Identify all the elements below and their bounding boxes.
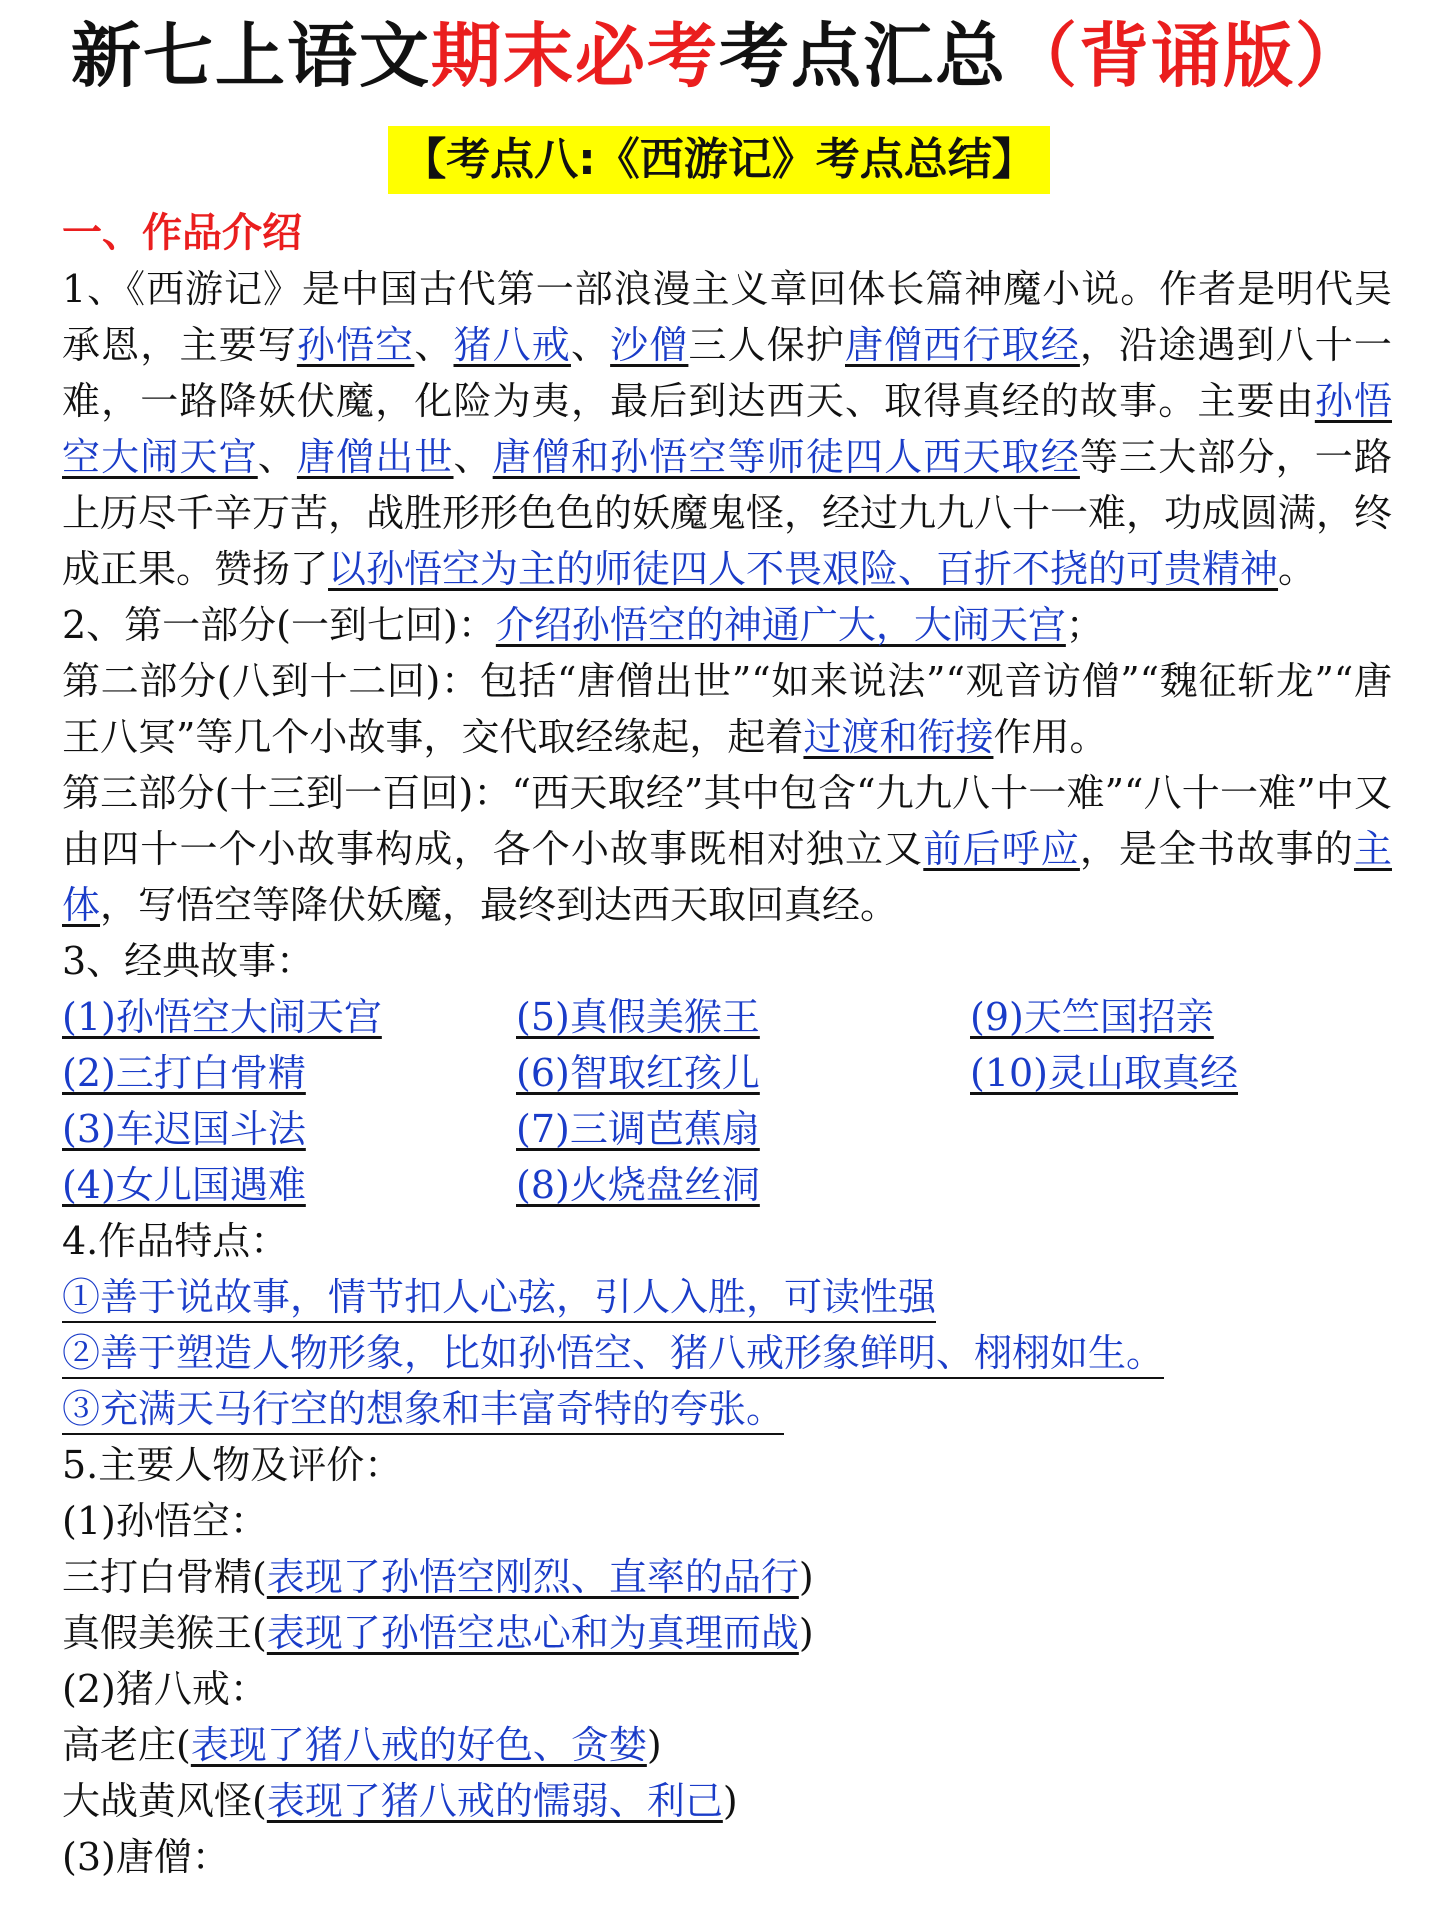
character-zhubajie: (2)猪八戒： [62, 1667, 268, 1711]
story-item [62, 1045, 516, 1101]
feature-item [62, 1381, 1392, 1437]
underlined-term: 孙悟空大闹天宫 [62, 379, 1392, 479]
feature-text: ①善于说故事，情节扣人心弦，引人入胜，可读性强 [62, 1275, 936, 1323]
stories-grid [62, 989, 1392, 1213]
episode-comment: 表现了猪八戒的懦弱、利己 [266, 1779, 723, 1823]
title-part-1: 新七上语文 [71, 15, 431, 97]
character-episode [62, 1717, 1392, 1773]
underlined-term: 过渡和衔接 [803, 715, 994, 759]
story-item-empty [970, 1157, 1392, 1213]
underlined-term: 沙僧 [610, 323, 689, 367]
text-run: ，是全书故事的 [1079, 827, 1354, 871]
story-label: (10)灵山取真经 [970, 1051, 1239, 1095]
feature-item [62, 1325, 1392, 1381]
text-run: 作用。 [993, 715, 1108, 759]
part-one-paragraph [62, 597, 1392, 653]
story-item [516, 989, 970, 1045]
character-episode [62, 1549, 1392, 1605]
text-run: ，写悟空等降伏妖魔，最终到达西天取回真经。 [100, 883, 899, 927]
page-title [0, 6, 1438, 106]
text-run: 三人保护 [688, 323, 845, 367]
episode-title: 大战黄风怪( [62, 1779, 267, 1823]
paren-close: ) [722, 1779, 738, 1823]
underlined-term: 唐僧出世 [296, 435, 454, 479]
text-run: ，沿途遇到八十一难，一路降妖伏魔，化险为夷，最后到达西天、取得真经的故事。主要由 [62, 323, 1392, 423]
episode-title: 真假美猴王( [62, 1611, 267, 1655]
text-run: 第二部分(八到十二回)：包括“唐僧出世”“如来说法”“观音访僧”“魏征斩龙”“唐王八冥”等几个小故事，交代取经缘起，起着 [62, 659, 1392, 759]
story-label: (6)智取红孩儿 [516, 1051, 760, 1095]
text-run: 。 [1278, 547, 1317, 591]
story-item [970, 1045, 1392, 1101]
underlined-term: 前后呼应 [923, 827, 1080, 871]
text-run: 1、《西游记》是中国古代第一部浪漫主义章回体长篇神魔小说。作者是明代吴承恩，主要写 [62, 267, 1392, 367]
text-run: 、 [257, 435, 297, 479]
story-item [516, 1101, 970, 1157]
text-run: ； [1065, 603, 1104, 647]
feature-text: ②善于塑造人物形象，比如孙悟空、猪八戒形象鲜明、栩栩如生。 [62, 1331, 1164, 1379]
document-body [62, 205, 1392, 1885]
episode-comment: 表现了猪八戒的好色、贪婪 [190, 1723, 647, 1767]
underlined-term: 以孙悟空为主的师徒四人不畏艰险、百折不挠的可贵精神 [328, 547, 1279, 591]
text-run: 2、第一部分(一到七回)： [62, 603, 496, 647]
features-heading: 4.作品特点： [62, 1219, 289, 1263]
characters-heading: 5.主要人物及评价： [62, 1443, 403, 1487]
character-sunwukong: (1)孙悟空： [62, 1499, 268, 1543]
episode-comment: 表现了孙悟空忠心和为真理而战 [266, 1611, 799, 1655]
episode-comment: 表现了孙悟空刚烈、直率的品行 [266, 1555, 799, 1599]
story-label: (7)三调芭蕉扇 [516, 1107, 760, 1151]
character-episode [62, 1773, 1392, 1829]
stories-heading: 3、经典故事： [62, 939, 315, 983]
story-label: (1)孙悟空大闹天宫 [62, 995, 382, 1039]
text-run: 等三大部分，一路上历尽千辛万苦，战胜形形色色的妖魔鬼怪，经过九九八十一难，功成圆满，终成正果。赞扬了 [62, 435, 1393, 591]
feature-item [62, 1269, 1392, 1325]
paren-close: ) [798, 1555, 814, 1599]
story-label: (3)车迟国斗法 [62, 1107, 306, 1151]
story-label: (9)天竺国招亲 [970, 995, 1214, 1039]
story-label: (2)三打白骨精 [62, 1051, 306, 1095]
story-label: (5)真假美猴王 [516, 995, 760, 1039]
story-label: (8)火烧盘丝洞 [516, 1163, 760, 1207]
character-tangseng: (3)唐僧： [62, 1835, 230, 1879]
text-run: 、 [453, 435, 493, 479]
text-run: 、 [570, 323, 611, 367]
text-run: 、 [414, 323, 454, 367]
story-item [516, 1157, 970, 1213]
story-item [970, 989, 1392, 1045]
part-two-paragraph [62, 653, 1392, 765]
section-heading: 一、作品介绍 [62, 210, 302, 256]
underlined-term: 唐僧西行取经 [845, 323, 1080, 367]
underlined-term: 主体 [62, 827, 1392, 927]
title-part-2: 期末必考 [431, 15, 719, 97]
title-part-3: 考点汇总 [719, 15, 1007, 97]
title-part-4: （背诵版） [1007, 15, 1367, 97]
story-item-empty [970, 1101, 1392, 1157]
underlined-term: 唐僧和孙悟空等师徒四人西天取经 [492, 435, 1080, 479]
paren-close: ) [646, 1723, 662, 1767]
underlined-term: 孙悟空 [296, 323, 415, 367]
episode-title: 三打白骨精( [62, 1555, 267, 1599]
underlined-term: 介绍孙悟空的神通广大，大闹天宫 [495, 603, 1066, 647]
paren-close: ) [798, 1611, 814, 1655]
subtitle-wrapper [0, 126, 1438, 194]
part-three-paragraph [62, 765, 1392, 933]
text-run: 第三部分(十三到一百回)：“西天取经”其中包含“九九八十一难”“八十一难”中又由四十一个小故事构成，各个小故事既相对独立又 [62, 771, 1392, 871]
intro-paragraph [62, 261, 1392, 597]
underlined-term: 猪八戒 [453, 323, 571, 367]
subtitle-highlight: 【考点八:《西游记》考点总结】 [388, 126, 1050, 194]
character-episode [62, 1605, 1392, 1661]
story-item [516, 1045, 970, 1101]
story-item [62, 989, 516, 1045]
story-item [62, 1157, 516, 1213]
story-item [62, 1101, 516, 1157]
feature-text: ③充满天马行空的想象和丰富奇特的夸张。 [62, 1387, 784, 1435]
episode-title: 高老庄( [62, 1723, 191, 1767]
story-label: (4)女儿国遇难 [62, 1163, 306, 1207]
